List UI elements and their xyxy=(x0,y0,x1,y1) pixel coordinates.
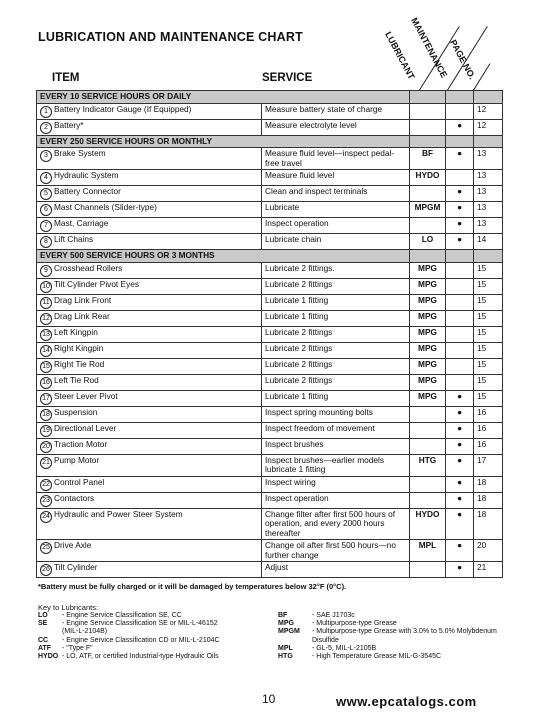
lubricant-cell: MPG xyxy=(410,390,446,406)
table-row xyxy=(37,278,503,294)
section-row xyxy=(37,91,503,104)
page-cell: 13 xyxy=(474,148,503,170)
empty-page-cell xyxy=(474,250,503,263)
key-code: BF xyxy=(278,612,288,619)
service-cell: Inspect spring mounting bolts xyxy=(262,406,410,422)
lubricant-cell xyxy=(410,562,446,578)
key-code: MPG xyxy=(278,620,294,628)
maintenance-cell: ● xyxy=(446,234,474,250)
key-code: HYDO xyxy=(38,653,59,661)
lubricant-cell: MPL xyxy=(410,540,446,562)
key-entry xyxy=(278,612,497,620)
maintenance-cell: ● xyxy=(446,454,474,476)
maintenance-cell xyxy=(446,294,474,310)
lubricant-cell: MPG xyxy=(410,358,446,374)
maintenance-cell: ● xyxy=(446,390,474,406)
lubricant-cell: HTG xyxy=(410,454,446,476)
key-desc: (MIL-L-2104B) xyxy=(62,628,108,636)
section-title: EVERY 250 SERVICE HOURS OR MONTHLY xyxy=(37,135,410,148)
page-cell: 12 xyxy=(474,103,503,119)
item-number: 26 xyxy=(40,564,52,576)
item-number: 3 xyxy=(40,150,52,162)
page-cell: 13 xyxy=(474,218,503,234)
lubricant-cell: MPG xyxy=(410,374,446,390)
lubricant-cell: MPG xyxy=(410,326,446,342)
table-row xyxy=(37,170,503,186)
page-no-header: PAGE NO. xyxy=(448,38,478,81)
maintenance-cell xyxy=(446,310,474,326)
page-cell: 21 xyxy=(474,562,503,578)
service-cell: Lubricate 1 fitting xyxy=(262,390,410,406)
maintenance-cell xyxy=(446,262,474,278)
table-row xyxy=(37,390,503,406)
section-title: EVERY 500 SERVICE HOURS OR 3 MONTHS xyxy=(37,250,410,263)
table-row xyxy=(37,342,503,358)
service-cell: Change filter after first 500 hours of operation, and every 2000 hours thereafter xyxy=(262,508,410,540)
table-row xyxy=(37,358,503,374)
empty-page-cell xyxy=(474,135,503,148)
item-name: Hydraulic System xyxy=(54,170,119,180)
maintenance-cell xyxy=(446,358,474,374)
empty-maint-cell xyxy=(446,135,474,148)
service-cell: Lubricate 2 fittings xyxy=(262,278,410,294)
key-desc: - High Temperature Grease MIL-G-3545C xyxy=(312,653,442,661)
item-number: 25 xyxy=(40,542,52,554)
key-code: HTG xyxy=(278,653,293,661)
item-cell xyxy=(37,374,262,390)
maintenance-cell: ● xyxy=(446,119,474,135)
service-cell: Lubricate 2 fittings. xyxy=(262,262,410,278)
page-cell: 13 xyxy=(474,202,503,218)
item-cell xyxy=(37,326,262,342)
page-number: 10 xyxy=(262,692,276,706)
item-cell xyxy=(37,406,262,422)
key-right xyxy=(278,612,497,661)
item-name: Lift Chains xyxy=(54,234,94,244)
lubricant-cell: HYDO xyxy=(410,170,446,186)
item-number: 8 xyxy=(40,236,52,248)
item-number: 4 xyxy=(40,172,52,184)
empty-lub-cell xyxy=(410,250,446,263)
page-cell: 15 xyxy=(474,326,503,342)
key-entry xyxy=(278,645,497,653)
item-cell xyxy=(37,119,262,135)
key-entry xyxy=(38,637,220,645)
item-name: Left Kingpin xyxy=(54,326,98,337)
lubricant-cell: MPG xyxy=(410,262,446,278)
item-cell xyxy=(37,438,262,454)
item-number: 1 xyxy=(40,106,52,118)
lubricant-cell xyxy=(410,103,446,119)
service-cell: Inspect operation xyxy=(262,492,410,508)
maintenance-cell: ● xyxy=(446,186,474,202)
maintenance-cell: ● xyxy=(446,508,474,540)
table-row xyxy=(37,202,503,218)
page-cell: 15 xyxy=(474,374,503,390)
empty-page-cell xyxy=(474,91,503,104)
item-cell xyxy=(37,186,262,202)
key-desc: - LO, ATF, or certified Industrial-type Hydraulic Oils xyxy=(62,653,219,661)
item-name: Drive Axle xyxy=(54,540,92,550)
service-cell: Inspect brushes xyxy=(262,438,410,454)
maintenance-table xyxy=(36,90,503,578)
item-name: Battery Connector xyxy=(54,186,121,196)
key-entry xyxy=(278,620,497,628)
service-cell: Lubricate 2 fittings xyxy=(262,326,410,342)
service-cell: Lubricate 2 fittings xyxy=(262,358,410,374)
item-name: Suspension xyxy=(54,406,98,417)
lubricant-cell: MPG xyxy=(410,342,446,358)
maintenance-cell: ● xyxy=(446,492,474,508)
item-number: 11 xyxy=(40,297,52,309)
maintenance-cell: ● xyxy=(446,202,474,218)
lubricant-cell xyxy=(410,119,446,135)
item-cell xyxy=(37,454,262,476)
item-cell xyxy=(37,422,262,438)
table-row xyxy=(37,562,503,578)
maintenance-cell xyxy=(446,342,474,358)
maintenance-cell xyxy=(446,170,474,186)
table-row xyxy=(37,540,503,562)
item-number: 19 xyxy=(40,425,52,437)
key-code: CC xyxy=(38,636,49,644)
key-code: MPGM xyxy=(278,628,300,636)
page-cell: 15 xyxy=(474,342,503,358)
item-cell xyxy=(37,170,262,186)
maintenance-cell: ● xyxy=(446,562,474,578)
item-cell xyxy=(37,310,262,326)
key-entry xyxy=(38,628,220,636)
item-number: 15 xyxy=(40,361,52,373)
item-number: 9 xyxy=(40,265,52,277)
key-code: SE xyxy=(38,620,48,628)
table-row xyxy=(37,310,503,326)
item-name: Control Panel xyxy=(54,476,105,487)
page-cell: 15 xyxy=(474,390,503,406)
watermark: www.epcatalogs.com xyxy=(336,694,477,709)
item-name: Tilt Cylinder xyxy=(54,562,98,572)
item-number: 20 xyxy=(40,441,52,453)
section-title: EVERY 10 SERVICE HOURS OR DAILY xyxy=(37,91,410,104)
item-cell xyxy=(37,390,262,406)
lubricant-cell xyxy=(410,218,446,234)
lubricant-cell: MPG xyxy=(410,310,446,326)
table-row xyxy=(37,406,503,422)
item-number: 18 xyxy=(40,409,52,421)
empty-maint-cell xyxy=(446,250,474,263)
page-cell: 18 xyxy=(474,508,503,540)
item-number: 7 xyxy=(40,220,52,232)
item-number: 16 xyxy=(40,377,52,389)
maintenance-cell: ● xyxy=(446,148,474,170)
page-cell: 13 xyxy=(474,170,503,186)
table-row xyxy=(37,422,503,438)
key-entry xyxy=(38,612,220,620)
key-entry xyxy=(38,620,220,628)
key-desc: - Multipurpose-type Grease with 3.0% to 5.0% Molybdenum xyxy=(312,628,497,636)
item-name: Mast Channels (Slider-type) xyxy=(54,202,157,212)
item-cell xyxy=(37,148,262,170)
key-entry xyxy=(38,653,220,661)
lubricant-cell xyxy=(410,422,446,438)
item-name: Drag Link Rear xyxy=(54,310,110,321)
empty-lub-cell xyxy=(410,135,446,148)
maintenance-cell: ● xyxy=(446,540,474,562)
service-cell: Clean and inspect terminals xyxy=(262,186,410,202)
item-name: Drag Link Front xyxy=(54,294,112,305)
item-name: Battery Indicator Gauge (If Equipped) xyxy=(54,103,192,114)
page-cell: 16 xyxy=(474,438,503,454)
lubricant-cell xyxy=(410,492,446,508)
service-cell: Lubricate xyxy=(262,202,410,218)
table-row xyxy=(37,438,503,454)
lubricant-cell xyxy=(410,476,446,492)
page-cell: 13 xyxy=(474,186,503,202)
item-number: 2 xyxy=(40,122,52,134)
item-name: Brake System xyxy=(54,148,106,158)
page-cell: 15 xyxy=(474,310,503,326)
key-title: Key to Lubricants: xyxy=(38,603,99,612)
item-cell xyxy=(37,202,262,218)
item-cell xyxy=(37,508,262,540)
table-row xyxy=(37,148,503,170)
page-cell: 18 xyxy=(474,492,503,508)
service-cell: Inspect operation xyxy=(262,218,410,234)
item-number: 17 xyxy=(40,393,52,405)
empty-maint-cell xyxy=(446,91,474,104)
key-desc: - Engine Service Classification SE or MIL-L-46152 xyxy=(62,620,218,628)
service-cell: Lubricate 1 fitting xyxy=(262,294,410,310)
key-desc: - Engine Service Classification CD or MIL-L-2104C xyxy=(62,636,220,644)
section-row xyxy=(37,250,503,263)
maintenance-cell xyxy=(446,326,474,342)
page-cell: 16 xyxy=(474,422,503,438)
page-cell: 14 xyxy=(474,234,503,250)
item-name: Hydraulic and Power Steer System xyxy=(54,508,183,519)
item-name: Battery* xyxy=(54,119,84,130)
item-header: ITEM xyxy=(52,72,80,84)
service-cell: Measure fluid level xyxy=(262,170,410,186)
table-row xyxy=(37,508,503,540)
item-name: Mast, Carriage xyxy=(54,218,109,228)
key-desc: - Engine Service Classification SE, CC xyxy=(62,612,182,619)
item-name: Crosshead Rollers xyxy=(54,262,123,273)
service-cell: Change oil after first 500 hours—no further change xyxy=(262,540,410,562)
maintenance-cell xyxy=(446,374,474,390)
item-name: Pump Motor xyxy=(54,454,100,465)
key-entry xyxy=(278,637,497,645)
table-row xyxy=(37,492,503,508)
maintenance-cell: ● xyxy=(446,422,474,438)
item-name: Contactors xyxy=(54,492,95,503)
page-cell: 18 xyxy=(474,476,503,492)
service-cell: Adjust xyxy=(262,562,410,578)
item-cell xyxy=(37,294,262,310)
item-cell xyxy=(37,342,262,358)
header-divider xyxy=(472,63,491,92)
key-code: MPL xyxy=(278,644,293,652)
item-number: 6 xyxy=(40,204,52,216)
page-cell: 15 xyxy=(474,358,503,374)
table-row xyxy=(37,262,503,278)
page-cell: 15 xyxy=(474,262,503,278)
item-cell xyxy=(37,278,262,294)
lubricant-header: LUBRICANT xyxy=(383,30,417,82)
section-row xyxy=(37,135,503,148)
lubricant-cell: MPG xyxy=(410,294,446,310)
page-title: LUBRICATION AND MAINTENANCE CHART xyxy=(38,30,303,44)
item-number: 24 xyxy=(40,511,52,523)
item-name: Traction Motor xyxy=(54,438,108,449)
service-cell: Inspect wiring xyxy=(262,476,410,492)
lubricant-cell xyxy=(410,186,446,202)
item-number: 10 xyxy=(40,281,52,293)
item-number: 23 xyxy=(40,495,52,507)
key-desc: - SAE J1703c xyxy=(312,612,355,619)
item-name: Left Tie Rod xyxy=(54,374,99,385)
service-cell: Measure battery state of charge xyxy=(262,103,410,119)
item-number: 14 xyxy=(40,345,52,357)
page-cell: 17 xyxy=(474,454,503,476)
service-cell: Inspect freedom of movement xyxy=(262,422,410,438)
maintenance-cell xyxy=(446,103,474,119)
lubricant-cell: MPG xyxy=(410,278,446,294)
item-cell xyxy=(37,492,262,508)
maintenance-cell: ● xyxy=(446,406,474,422)
item-cell xyxy=(37,234,262,250)
service-cell: Lubricate 2 fittings xyxy=(262,342,410,358)
page-cell: 12 xyxy=(474,119,503,135)
item-cell xyxy=(37,476,262,492)
lubricant-cell xyxy=(410,438,446,454)
item-number: 13 xyxy=(40,329,52,341)
table-row xyxy=(37,119,503,135)
service-header: SERVICE xyxy=(262,72,313,84)
service-cell: Measure fluid level—inspect pedal-free travel xyxy=(262,148,410,170)
key-entry xyxy=(278,653,497,661)
key-code: LO xyxy=(38,612,48,619)
table-row xyxy=(37,326,503,342)
battery-note: *Battery must be fully charged or it will be damaged by temperatures below 32°F (0°C). xyxy=(38,582,347,591)
lubricant-cell: LO xyxy=(410,234,446,250)
item-number: 5 xyxy=(40,188,52,200)
table-row xyxy=(37,454,503,476)
key-left xyxy=(38,612,220,661)
item-cell xyxy=(37,103,262,119)
page-cell: 15 xyxy=(474,294,503,310)
lubricant-cell xyxy=(410,406,446,422)
empty-lub-cell xyxy=(410,91,446,104)
table-row xyxy=(37,186,503,202)
item-name: Steer Lever Pivot xyxy=(54,390,118,401)
item-number: 12 xyxy=(40,313,52,325)
lubricant-cell: MPGM xyxy=(410,202,446,218)
maintenance-cell: ● xyxy=(446,438,474,454)
item-cell xyxy=(37,262,262,278)
item-cell xyxy=(37,540,262,562)
table-row xyxy=(37,234,503,250)
key-desc: - GL-5, MIL-L-2105B xyxy=(312,644,377,652)
item-name: Right Kingpin xyxy=(54,342,104,353)
service-cell: Inspect brushes—earlier models lubricate 1 fitting xyxy=(262,454,410,476)
maintenance-cell xyxy=(446,278,474,294)
key-entry xyxy=(38,645,220,653)
service-cell: Lubricate 1 fitting xyxy=(262,310,410,326)
table-row xyxy=(37,374,503,390)
item-cell xyxy=(37,562,262,578)
item-name: Tilt Cylinder Pivot Eyes xyxy=(54,278,139,289)
service-cell: Measure electrolyte level xyxy=(262,119,410,135)
service-cell: Lubricate 2 fittings xyxy=(262,374,410,390)
key-desc: Disulfide xyxy=(312,636,339,644)
key-desc: - "Type F" xyxy=(62,644,93,652)
lubricant-cell: HYDO xyxy=(410,508,446,540)
item-name: Right Tie Rod xyxy=(54,358,105,369)
key-code: ATF xyxy=(38,644,52,652)
maintenance-cell: ● xyxy=(446,218,474,234)
item-cell xyxy=(37,218,262,234)
key-entry xyxy=(278,628,497,636)
page-cell: 15 xyxy=(474,278,503,294)
page-cell: 20 xyxy=(474,540,503,562)
item-number: 22 xyxy=(40,479,52,491)
table-row xyxy=(37,218,503,234)
maintenance-header: MAINTENANCE xyxy=(409,16,450,80)
lubricant-cell: BF xyxy=(410,148,446,170)
table-row xyxy=(37,294,503,310)
item-cell xyxy=(37,358,262,374)
item-name: Directional Lever xyxy=(54,422,117,433)
table-row xyxy=(37,103,503,119)
table-row xyxy=(37,476,503,492)
item-number: 21 xyxy=(40,457,52,469)
page-cell: 16 xyxy=(474,406,503,422)
service-cell: Lubricate chain xyxy=(262,234,410,250)
maintenance-cell: ● xyxy=(446,476,474,492)
key-desc: - Multipurpose-type Grease xyxy=(312,620,397,628)
